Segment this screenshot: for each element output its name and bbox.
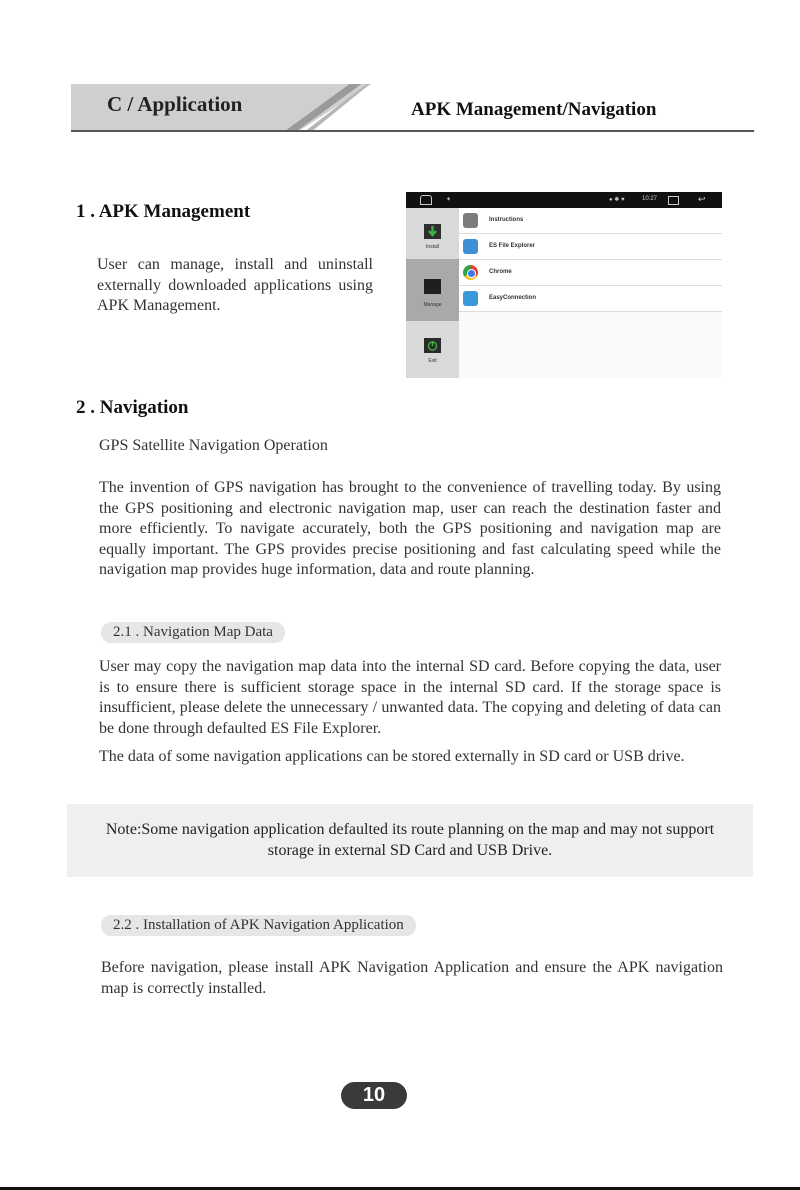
map-data-paragraph: User may copy the navigation map data into the internal SD card. Before copying the data, user is to ensure there is sufficient storage space in the internal SD card. If the storage space is insufficient, please delete the unnecessary / unwanted data. The copying and deleting of data can be done through defaulted ES File Explorer.	[99, 658, 721, 737]
subsection-label-map-data: 2.1 . Navigation Map Data	[101, 622, 285, 643]
chapter-title: C / Application	[107, 92, 243, 116]
section-heading-apk-management: 1 . APK Management	[76, 201, 251, 222]
list-item	[459, 260, 722, 286]
gps-subheading: GPS Satellite Navigation Operation	[99, 437, 328, 454]
status-bar	[406, 192, 722, 208]
chrome-icon	[463, 265, 478, 280]
manage-icon	[424, 279, 441, 294]
apk-management-paragraph: User can manage, install and uninstall externally downloaded applications using APK Management.	[97, 256, 373, 314]
page-topic-title: APK Management/Navigation	[411, 99, 657, 120]
section-heading-navigation: 2 . Navigation	[76, 397, 189, 418]
es-file-explorer-icon	[463, 239, 478, 254]
navigation-paragraph: The invention of GPS navigation has brought to the convenience of travelling today. By using the GPS positioning and electronic navigation map, user can reach the destination faster and more efficiently. To navigate accurately, both the GPS positioning and navigation map are equally important. The GPS provides precise positioning and fast calculating speed while the navigation map provides huge information, data and route planning.	[99, 479, 721, 578]
download-icon	[424, 224, 441, 239]
page-number: 10	[341, 1082, 407, 1109]
home-icon	[420, 195, 432, 205]
sidebar-item-install: Install	[425, 244, 440, 250]
list-item	[459, 234, 722, 260]
recent-apps-icon	[668, 196, 679, 205]
note-text: Note:Some navigation application defaulted its route planning on the map and may not support storage in external SD Card and USB Drive.	[105, 821, 715, 859]
installation-paragraph: Before navigation, please install APK Navigation Application and ensure the APK navigation map is correctly installed.	[101, 959, 723, 997]
back-icon: ↩	[698, 194, 706, 204]
header-rule	[71, 130, 754, 132]
easyconnection-icon	[463, 291, 478, 306]
list-item	[459, 208, 722, 234]
map-data-paragraph-2: The data of some navigation applications can be stored externally in SD card or USB drive.	[99, 748, 685, 765]
notification-icon: ✦	[446, 197, 452, 203]
power-icon	[424, 338, 441, 353]
signal-icons: ● ✱ ♥	[609, 197, 625, 203]
sidebar-item-manage: Manage	[423, 302, 442, 308]
subsection-label-installation: 2.2 . Installation of APK Navigation Application	[101, 915, 416, 936]
app-label: Instructions	[489, 217, 524, 223]
status-time: 10:27	[642, 196, 658, 202]
instructions-icon	[463, 213, 478, 228]
apk-management-screenshot	[406, 192, 722, 378]
app-label: ES File Explorer	[489, 243, 536, 249]
sidebar-item-exit: Exit	[428, 358, 437, 364]
list-item	[459, 286, 722, 312]
app-label: EasyConnection	[489, 295, 537, 301]
app-label: Chrome	[489, 269, 512, 275]
